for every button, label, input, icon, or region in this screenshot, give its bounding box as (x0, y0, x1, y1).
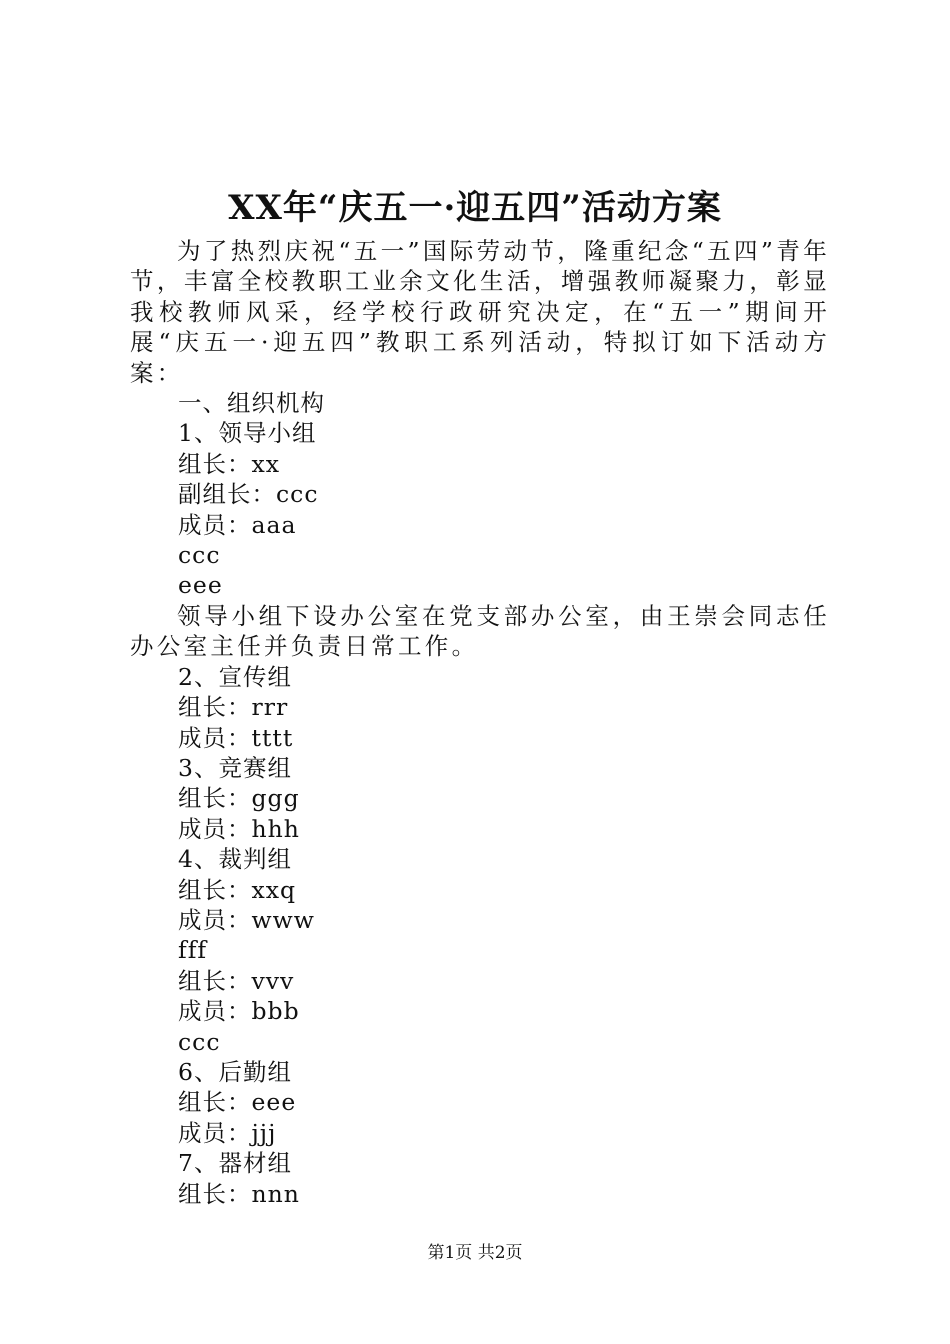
document-body (130, 236, 830, 1209)
group5-member-extra: ccc (178, 1027, 221, 1056)
publicity-leader: 组长：rrr (178, 693, 289, 722)
group-heading-logistics: 6、后勤组 (178, 1057, 292, 1086)
referee-members: 成员：www (178, 905, 315, 934)
competition-leader: 组长：ggg (178, 784, 300, 813)
leadership-members: 成员：aaa (178, 510, 297, 539)
group-heading-publicity: 2、宣传组 (178, 662, 292, 691)
group-heading-referee: 4、裁判组 (178, 845, 292, 874)
publicity-members: 成员：tttt (178, 723, 294, 752)
competition-members: 成员：hhh (178, 814, 300, 843)
page-indicator: 第1页 共2页 (427, 1243, 523, 1263)
group5-members: 成员：bbb (178, 997, 300, 1026)
office-note-paragraph: 领导小组下设办公室在党支部办公室，由王崇会同志任办公室主任并负责日常工作。 (130, 601, 830, 661)
document-title: XX年“庆五一·迎五四”活动方案 (228, 188, 722, 228)
referee-member-extra: fff (178, 936, 208, 965)
referee-leader: 组长：xxq (178, 875, 297, 904)
group-heading-leadership: 1、领导小组 (178, 419, 317, 448)
leadership-member-extra: eee (178, 571, 223, 600)
logistics-members: 成员：jjj (178, 1118, 277, 1147)
section-heading-organization: 一、组织机构 (178, 389, 325, 418)
leadership-leader: 组长：xx (178, 449, 281, 478)
intro-paragraph: 为了热烈庆祝“五一”国际劳动节，隆重纪念“五四”青年节，丰富全校教职工业余文化生活，增强教师凝聚力，彰显我校教师风采，经学校行政研究决定，在“五一”期间开展“庆五一·迎五四”教职工系列活动，特拟订如下活动方案： (130, 237, 830, 387)
group5-leader: 组长：vvv (178, 966, 295, 995)
equipment-leader: 组长：nnn (178, 1179, 300, 1208)
logistics-leader: 组长：eee (178, 1088, 297, 1117)
group-heading-equipment: 7、器材组 (178, 1149, 292, 1178)
group-heading-competition: 3、竞赛组 (178, 753, 292, 782)
leadership-deputy: 副组长：ccc (178, 480, 319, 509)
leadership-member-extra: ccc (178, 541, 221, 570)
